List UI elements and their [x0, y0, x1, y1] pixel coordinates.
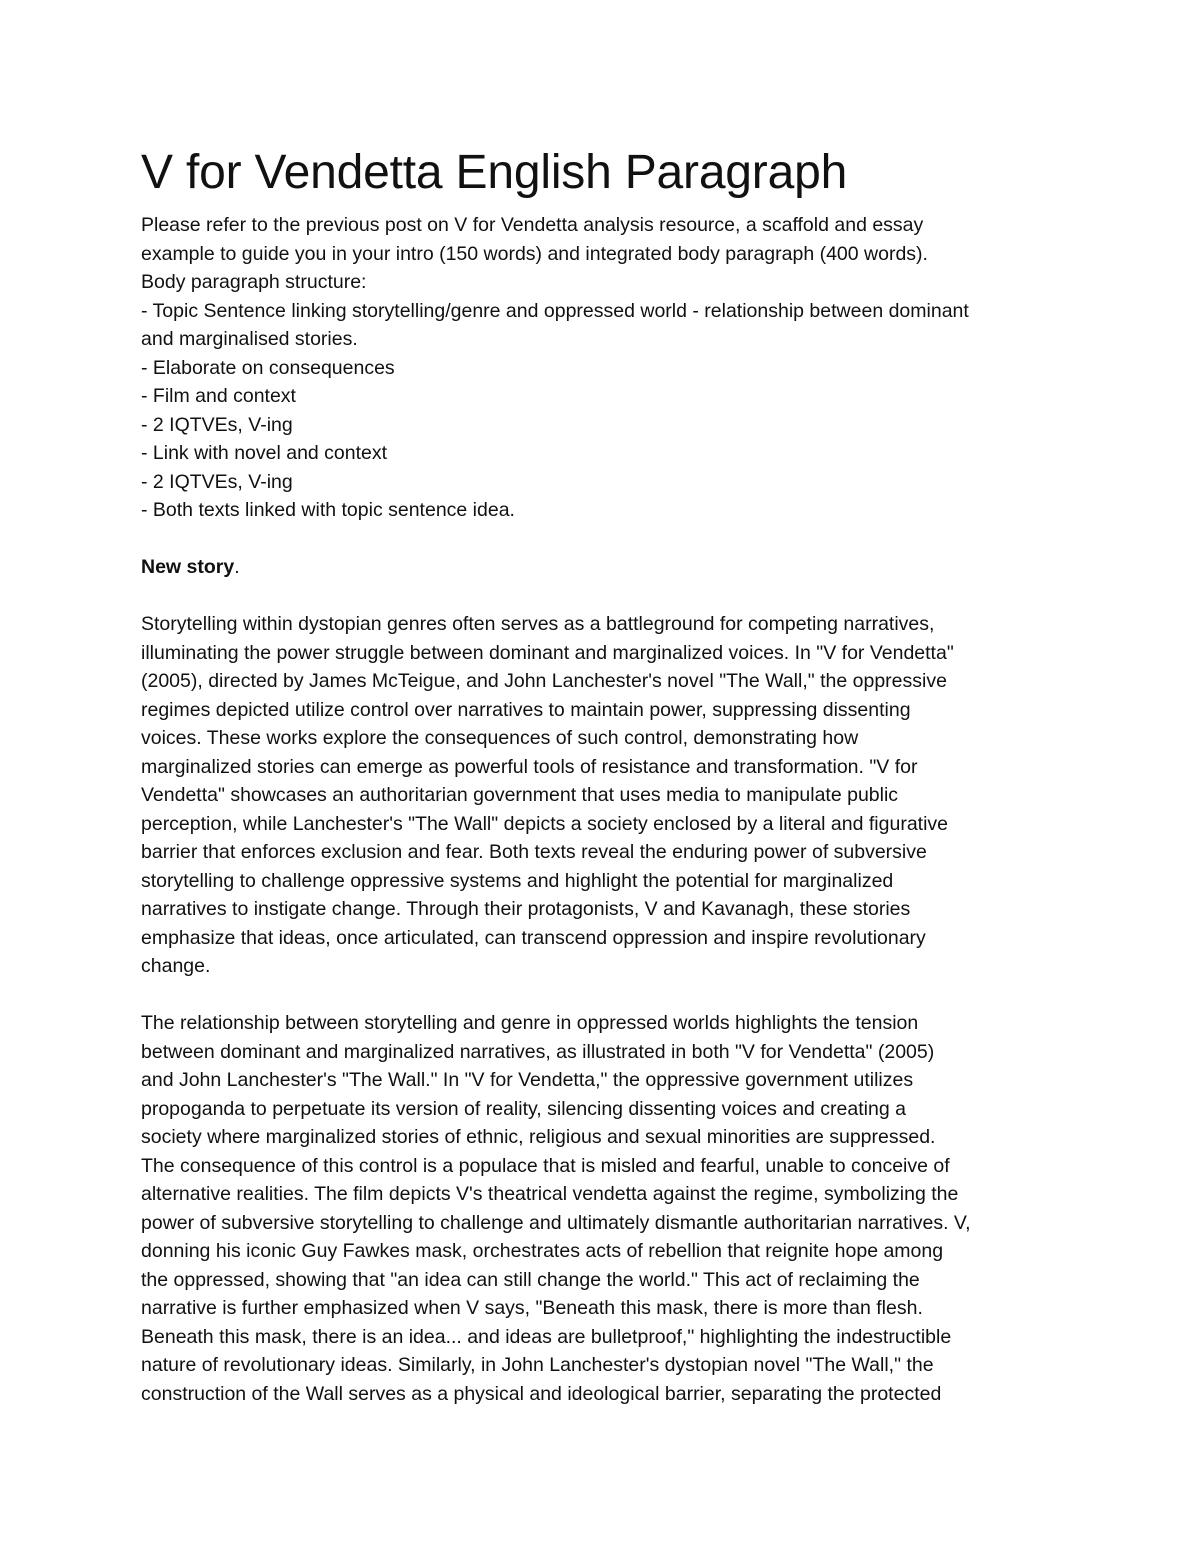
paragraph-line: change. [141, 955, 211, 977]
structure-item: - Both texts linked with topic sentence idea. [141, 499, 515, 521]
intro-block [141, 211, 1071, 525]
intro-line: Please refer to the previous post on V for Vendetta analysis resource, a scaffold and essay [141, 214, 924, 236]
paragraph-line: Storytelling within dystopian genres often serves as a battleground for competing narratives, [141, 613, 935, 635]
structure-item: - 2 IQTVEs, V-ing [141, 470, 293, 493]
spacer [141, 981, 1071, 1010]
structure-item: - Topic Sentence linking storytelling/genre and oppressed world - relationship between dominant [141, 299, 969, 322]
paragraph-line: construction of the Wall serves as a physical and ideological barrier, separating the protected [141, 1382, 942, 1405]
paragraph-line: between dominant and marginalized narratives, as illustrated in both "V for Vendetta" (2005) [141, 1040, 935, 1063]
paragraph-line: alternative realities. The film depicts V's theatrical vendetta against the regime, symbolizing the [141, 1183, 959, 1205]
paragraph-line: emphasize that ideas, once articulated, can transcend oppression and inspire revolutionary [141, 926, 926, 949]
paragraph-line: marginalized stories can emerge as powerful tools of resistance and transformation. "V for [141, 755, 918, 778]
paragraph-line: nature of revolutionary ideas. Similarly, in John Lanchester's dystopian novel "The Wall," the [141, 1354, 934, 1376]
structure-item: - Elaborate on consequences [141, 356, 395, 379]
document-title: V for Vendetta English Paragraph [141, 146, 848, 199]
document-page [141, 140, 1071, 1408]
paragraph-line: and John Lanchester's "The Wall." In "V for Vendetta," the oppressive government utilizes [141, 1069, 914, 1091]
paragraph-line: The relationship between storytelling and genre in oppressed worlds highlights the tension [141, 1012, 919, 1034]
section-heading [141, 553, 1071, 582]
paragraph-line: (2005), directed by James McTeigue, and John Lanchester's novel "The Wall," the oppressive [141, 670, 947, 692]
intro-line: example to guide you in your intro (150 words) and integrated body paragraph (400 words). [141, 242, 928, 265]
paragraph-body [141, 1009, 1071, 1408]
intro-line: Body paragraph structure: [141, 271, 367, 293]
paragraph-line: The consequence of this control is a populace that is misled and fearful, unable to conceive of [141, 1154, 950, 1177]
structure-item: and marginalised stories. [141, 328, 358, 350]
paragraph-line: power of subversive storytelling to challenge and ultimately dismantle authoritarian narratives. V, [141, 1211, 971, 1234]
paragraph-line: illuminating the power struggle between dominant and marginalized voices. In "V for Vendetta" [141, 641, 954, 664]
section-heading-text: New story [141, 556, 235, 578]
paragraph-line: Vendetta" showcases an authoritarian government that uses media to manipulate public [141, 784, 899, 806]
paragraph-line: Beneath this mask, there is an idea... and ideas are bulletproof," highlighting the indestructible [141, 1325, 952, 1348]
structure-item: - Link with novel and context [141, 442, 388, 464]
paragraph-line: narratives to instigate change. Through their protagonists, V and Kavanagh, these stories [141, 898, 911, 920]
structure-item: - Film and context [141, 385, 296, 407]
paragraph-line: propoganda to perpetuate its version of reality, silencing dissenting voices and creating a [141, 1097, 906, 1120]
paragraph-line: regimes depicted utilize control over narratives to maintain power, suppressing dissenting [141, 698, 911, 721]
spacer [141, 525, 1071, 554]
paragraph-line: barrier that enforces exclusion and fear. Both texts reveal the enduring power of subversive [141, 841, 927, 863]
paragraph-line: narrative is further emphasized when V says, "Beneath this mask, there is more than flesh. [141, 1297, 923, 1319]
paragraph-line: perception, while Lanchester's "The Wall" depicts a society enclosed by a literal and figurative [141, 812, 949, 835]
section-heading-suffix: . [234, 556, 240, 578]
paragraph-line: society where marginalized stories of ethnic, religious and sexual minorities are suppressed. [141, 1126, 936, 1148]
paragraph-line: donning his iconic Guy Fawkes mask, orchestrates acts of rebellion that reignite hope among [141, 1240, 944, 1262]
spacer [141, 582, 1071, 611]
paragraph-line: the oppressed, showing that "an idea can still change the world." This act of reclaiming the [141, 1268, 920, 1291]
paragraph-line: storytelling to challenge oppressive systems and highlight the potential for marginalized [141, 869, 894, 892]
structure-item: - 2 IQTVEs, V-ing [141, 413, 293, 436]
paragraph-line: voices. These works explore the consequences of such control, demonstrating how [141, 727, 859, 749]
paragraph-intro [141, 610, 1071, 981]
